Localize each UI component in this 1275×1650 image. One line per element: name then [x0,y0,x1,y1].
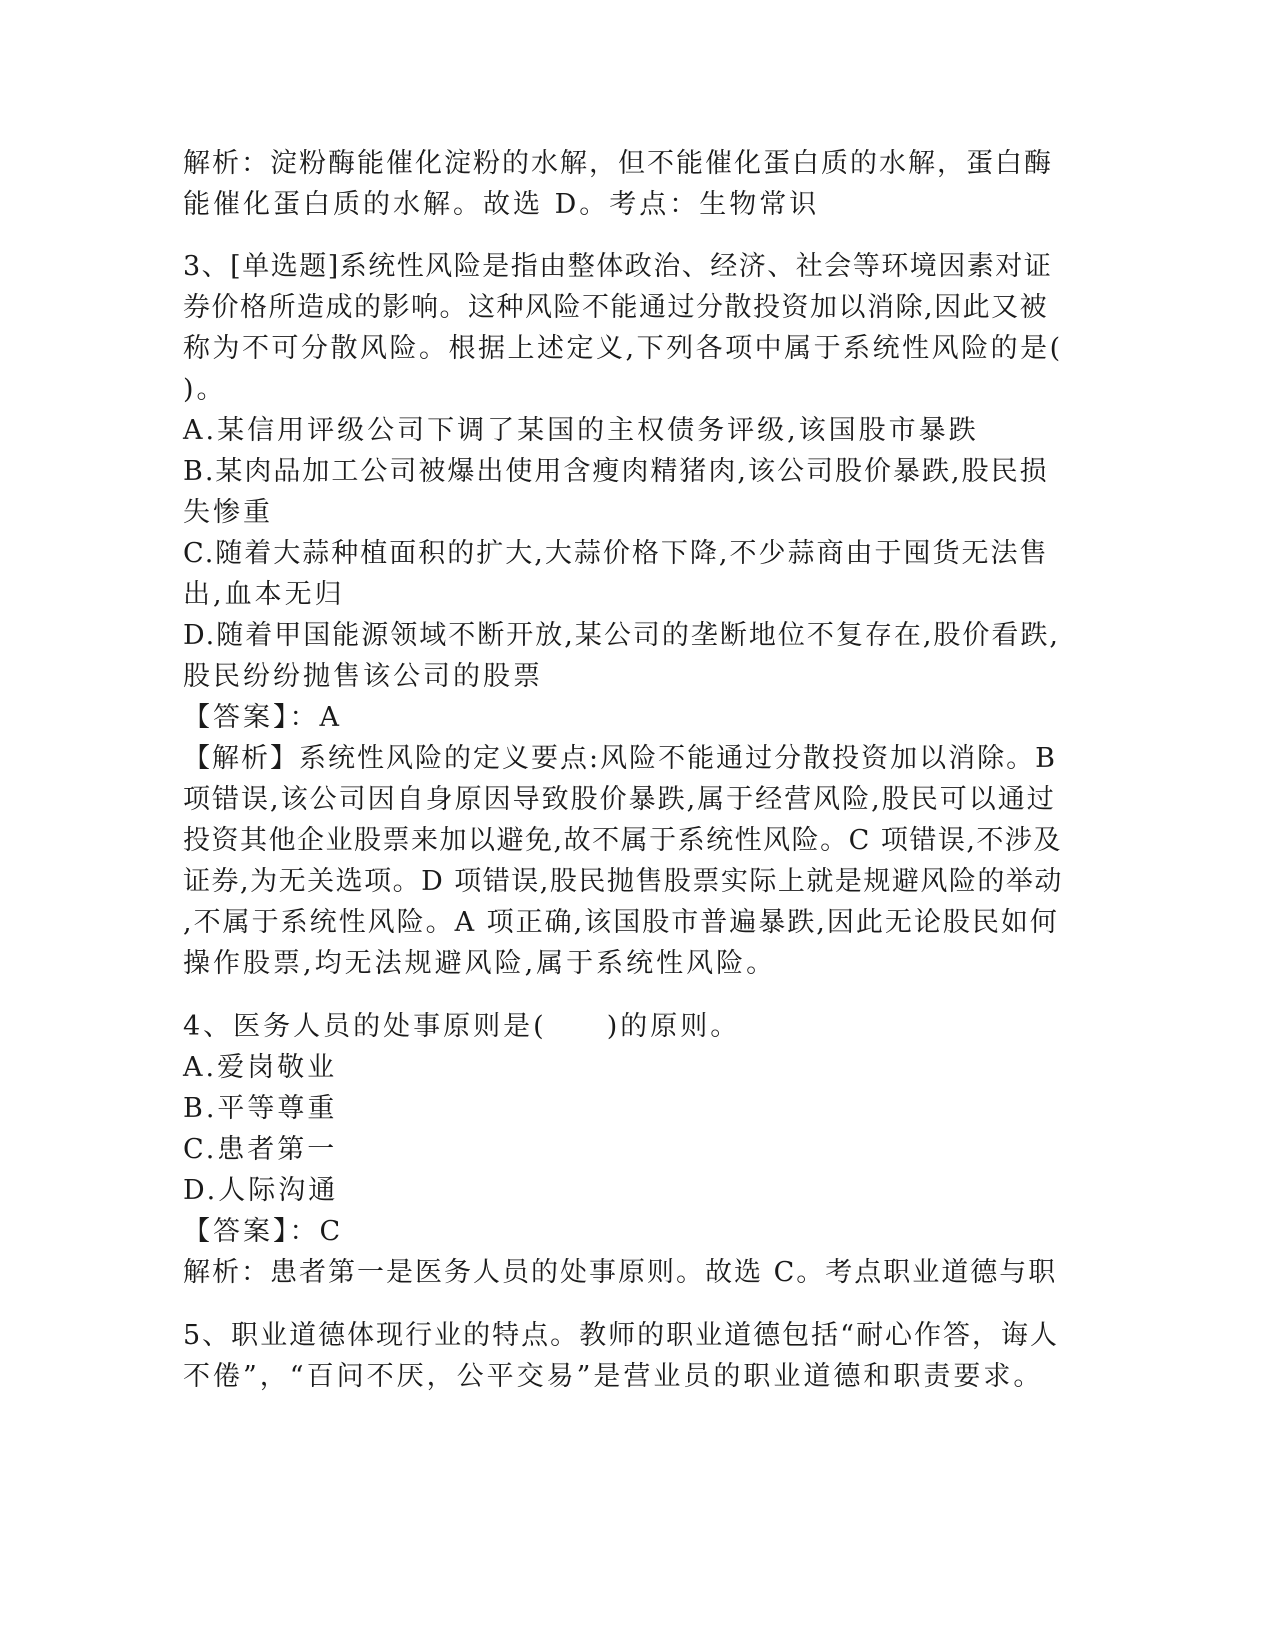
text-line: 股民纷纷抛售该公司的股票 [183,661,543,692]
analysis-line: 解析：患者第一是医务人员的处事原则。故选 C。考点职业道德与职 [183,1257,1058,1288]
option-d: D.随着甲国能源领域不断开放,某公司的垄断地位不复存在,股价看跌, [183,620,1061,651]
question-4-stem: 4、医务人员的处事原则是( )的原则。 [183,1011,741,1042]
text-line: 投资其他企业股票来加以避免,故不属于系统性风险。C 项错误,不涉及 [183,825,1062,856]
text-line: ,不属于系统性风险。A 项正确,该国股市普遍暴跌,因此无论股民如何 [183,907,1059,938]
text-line: 解析：淀粉酶能催化淀粉的水解，但不能催化蛋白质的水解，蛋白酶 [183,148,1053,179]
answer-line: 【答案】：C [183,1216,344,1247]
text-line: 证券,为无关选项。D 项错误,股民抛售股票实际上就是规避风险的举动 [183,866,1063,897]
text-line: 券价格所造成的影响。这种风险不能通过分散投资加以消除,因此又被 [183,292,1049,323]
text-line: 出,血本无归 [183,579,345,610]
text-line: 称为不可分散风险。根据上述定义,下列各项中属于系统性风险的是( [183,333,1063,364]
analysis-line: 【解析】系统性风险的定义要点:风险不能通过分散投资加以消除。B [183,743,1057,774]
text-line: 不倦”，“百问不厌，公平交易”是营业员的职业道德和职责要求。 [183,1361,1044,1392]
text-line: 失惨重 [183,497,273,528]
text-line: 项错误,该公司因自身原因导致股价暴跌,属于经营风险,股民可以通过 [183,784,1056,815]
option-d: D.人际沟通 [183,1175,339,1206]
option-c: C.患者第一 [183,1134,338,1165]
text-line: )。 [183,374,227,405]
question-3-stem: 3、[单选题]系统性风险是指由整体政治、经济、社会等环境因素对证 [183,251,1053,282]
option-b: B.某肉品加工公司被爆出使用含瘦肉精猪肉,该公司股价暴跌,股民损 [183,456,1049,487]
text-line: 操作股票,均无法规避风险,属于系统性风险。 [183,948,777,979]
question-5-stem: 5、职业道德体现行业的特点。教师的职业道德包括“耐心作答，诲人 [183,1320,1059,1351]
option-c: C.随着大蒜种植面积的扩大,大蒜价格下降,不少蒜商由于囤货无法售 [183,538,1049,569]
text-line: 能催化蛋白质的水解。故选 D。考点：生物常识 [183,189,820,220]
answer-line: 【答案】：A [183,702,342,733]
option-a: A.某信用评级公司下调了某国的主权债务评级,该国股市暴跌 [183,415,979,446]
option-a: A.爱岗敬业 [183,1052,338,1083]
option-b: B.平等尊重 [183,1093,338,1124]
